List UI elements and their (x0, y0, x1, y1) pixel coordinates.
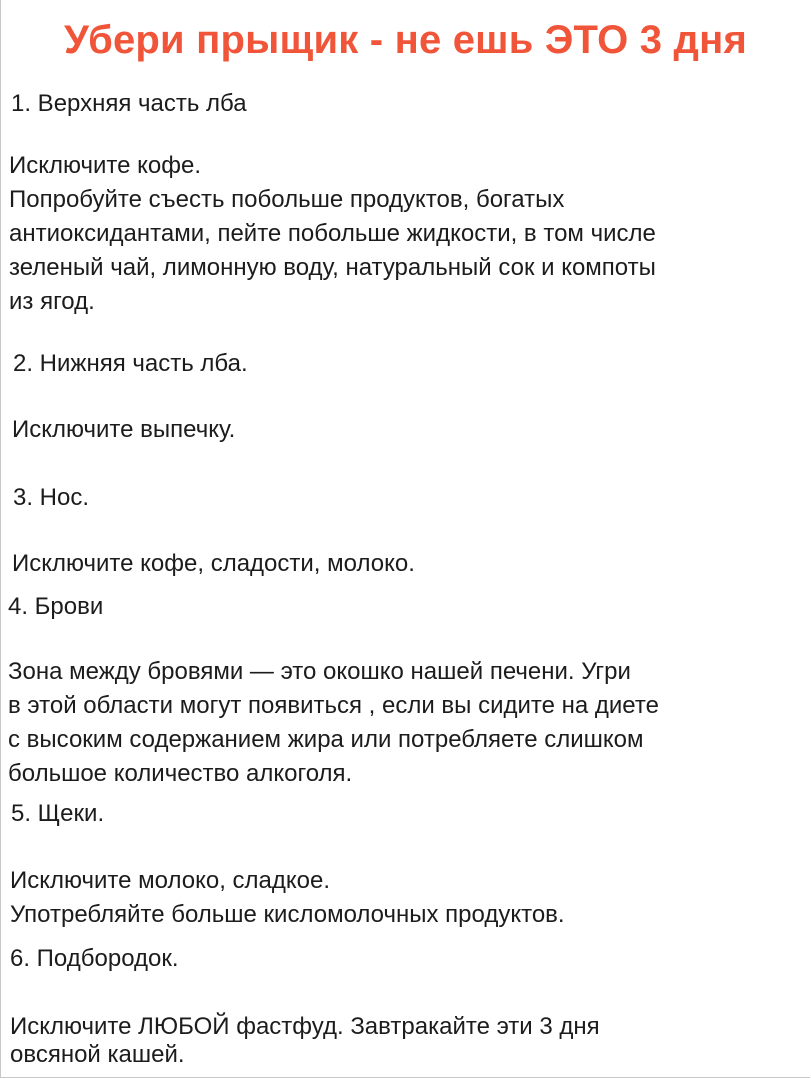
zone-2-line: Исключите выпечку. (12, 416, 236, 443)
zone-5-heading: 5. Щеки. (11, 800, 105, 827)
zone-1-line: зеленый чай, лимонную воду, натуральный сок и компоты (9, 254, 656, 281)
zone-4-line: в этой области могут появиться , если вы сидите на диете (8, 692, 659, 719)
zone-4-line: Зона между бровями — это окошко нашей печени. Угри (8, 658, 631, 685)
zone-4-line: большое количество алкоголя. (8, 760, 353, 787)
zone-3-line: Исключите кофе, сладости, молоко. (12, 550, 415, 577)
zone-6-line: Исключите ЛЮБОЙ фастфуд. Завтракайте эти 3 дня (10, 1013, 600, 1040)
zone-1-line: из ягод. (9, 288, 95, 315)
zone-6-heading: 6. Подбородок. (10, 945, 179, 972)
zone-1-line: Попробуйте съесть побольше продуктов, богатых (9, 186, 565, 213)
page-title: Убери прыщик - не ешь ЭТО 3 дня (63, 18, 748, 62)
zone-2-heading: 2. Нижняя часть лба. (13, 350, 248, 377)
zone-5-line: Употребляйте больше кисломолочных продуктов. (10, 901, 565, 928)
zone-1-heading: 1. Верхняя часть лба (11, 90, 247, 117)
zone-5-line: Исключите молоко, сладкое. (10, 867, 331, 894)
zone-6-line: овсяной кашей. (10, 1041, 185, 1068)
zone-1-line: Исключите кофе. (9, 152, 202, 179)
zone-4-heading: 4. Брови (8, 593, 104, 620)
zone-4-line: с высоким содержанием жира или потребляете слишком (8, 726, 644, 753)
zone-3-heading: 3. Нос. (13, 484, 90, 511)
zone-1-line: антиоксидантами, пейте побольше жидкости, в том числе (9, 220, 656, 247)
